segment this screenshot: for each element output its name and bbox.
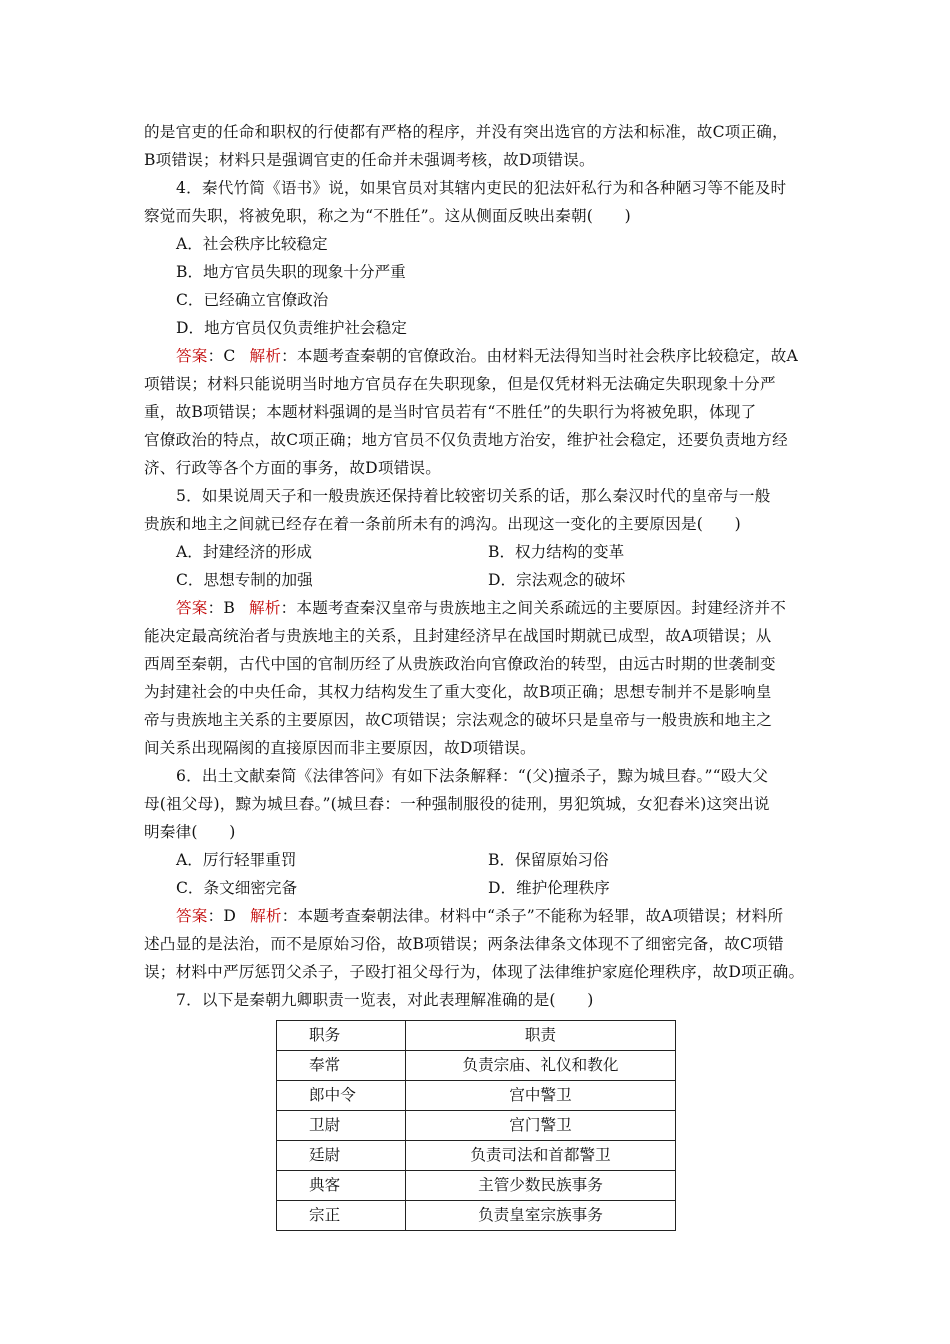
answer-analysis [144, 342, 816, 370]
duties-table [276, 1020, 676, 1231]
table-row [277, 1141, 676, 1171]
table-cell: 奉常 [277, 1051, 406, 1081]
analysis-text: ：本题考查秦汉皇帝与贵族地主之间关系疏远的主要原因。封建经济并不 [280, 599, 787, 617]
table-cell: 主管少数民族事务 [406, 1171, 676, 1201]
answer-value: ：D [207, 907, 237, 925]
analysis-line: 济、行政等各个方面的事务，故D项错误。 [144, 459, 441, 477]
analysis-text: ：本题考查秦朝的官僚政治。由材料无法得知当时社会秩序比较稳定，故A [281, 347, 798, 365]
analysis-line: 为封建社会的中央任命，其权力结构发生了重大变化，故B项正确；思想专制并不是影响皇 [144, 683, 772, 701]
analysis-line: 误；材料中严厉惩罚父杀子，子殴打祖父母行为，体现了法律维护家庭伦理秩序，故D项正确。 [144, 963, 805, 981]
option-b: B．地方官员失职的现象十分严重 [176, 263, 406, 281]
question-stem: 6．出土文献秦简《法律答问》有如下法条解释：“(父)擅杀子，黥为城旦舂。”“殴大父 [176, 767, 769, 785]
question-4 [144, 174, 816, 482]
answer-label: 答案 [176, 907, 208, 925]
intro-line: 的是官吏的任命和职权的行使都有严格的程序，并没有突出选官的方法和标准，故C项正确， [144, 123, 788, 141]
table-cell: 宫门警卫 [406, 1111, 676, 1141]
option-d: D．维护伦理秩序 [488, 879, 610, 897]
answer-label: 答案 [176, 599, 208, 617]
option-d: D．宗法观念的破坏 [488, 571, 626, 589]
question-stem: 察觉而失职，将被免职，称之为“不胜任”。这从侧面反映出秦朝( ) [144, 207, 631, 225]
options-row [176, 874, 816, 902]
analysis-label: 解析 [250, 907, 282, 925]
table-cell: 宫中警卫 [406, 1081, 676, 1111]
table-row [277, 1081, 676, 1111]
table-header-row [277, 1021, 676, 1051]
table-cell: 负责宗庙、礼仪和教化 [406, 1051, 676, 1081]
table-cell: 宗正 [277, 1201, 406, 1231]
table-row [277, 1201, 676, 1231]
table-cell: 廷尉 [277, 1141, 406, 1171]
analysis-line: 项错误；材料只能说明当时地方官员存在失职现象，但是仅凭材料无法确定失职现象十分严 [144, 375, 776, 393]
option-b: B．保留原始习俗 [488, 851, 609, 869]
table-cell: 负责司法和首都警卫 [406, 1141, 676, 1171]
table-header-cell: 职责 [406, 1021, 676, 1051]
option-c: C．思想专制的加强 [176, 571, 313, 589]
analysis-line: 间关系出现隔阂的直接原因而非主要原因，故D项错误。 [144, 739, 536, 757]
table-cell: 郎中令 [277, 1081, 406, 1111]
option-c: C．条文细密完备 [176, 879, 298, 897]
question-5 [144, 482, 816, 762]
document-page [144, 118, 816, 1231]
table-row [277, 1051, 676, 1081]
answer-label: 答案 [176, 347, 208, 365]
question-stem: 母(祖父母)，黥为城旦舂。”(城旦舂：一种强制服役的徒刑，男犯筑城，女犯舂米)这突出说 [144, 795, 770, 813]
table-header-cell: 职务 [277, 1021, 406, 1051]
analysis-line: 述凸显的是法治，而不是原始习俗，故B项错误；两条法律条文体现不了细密完备，故C项错 [144, 935, 784, 953]
answer-value: ：C [207, 347, 236, 365]
answer-analysis [144, 594, 816, 622]
analysis-line: 西周至秦朝，古代中国的官制历经了从贵族政治向官僚政治的转型，由远古时期的世袭制变 [144, 655, 776, 673]
table-cell: 典客 [277, 1171, 406, 1201]
options-row [176, 538, 816, 566]
table-cell: 负责皇室宗族事务 [406, 1201, 676, 1231]
table-row [277, 1171, 676, 1201]
answer-value: ：B [207, 599, 236, 617]
option-a: A．厉行轻罪重罚 [176, 851, 297, 869]
analysis-label: 解析 [249, 599, 281, 617]
table-cell: 卫尉 [277, 1111, 406, 1141]
question-stem: 7．以下是秦朝九卿职责一览表，对此表理解准确的是( ) [176, 991, 594, 1009]
analysis-line: 重，故B项错误；本题材料强调的是当时官员若有“不胜任”的失职行为将被免职，体现了 [144, 403, 757, 421]
option-b: B．权力结构的变革 [488, 543, 625, 561]
table-row [277, 1111, 676, 1141]
analysis-label: 解析 [249, 347, 282, 365]
analysis-text: ：本题考查秦朝法律。材料中“杀子”不能称为轻罪，故A项错误；材料所 [281, 907, 784, 925]
question-6 [144, 762, 816, 986]
options-row [176, 566, 816, 594]
options-row [176, 846, 816, 874]
option-a: A．封建经济的形成 [176, 543, 313, 561]
option-c: C．已经确立官僚政治 [176, 291, 329, 309]
question-stem: 4．秦代竹简《语书》说，如果官员对其辖内吏民的犯法奸私行为和各种陋习等不能及时 [176, 179, 787, 197]
intro-line: B项错误；材料只是强调官吏的任命并未强调考核，故D项错误。 [144, 151, 595, 169]
option-a: A．社会秩序比较稳定 [176, 235, 328, 253]
question-stem: 5．如果说周天子和一般贵族还保持着比较密切关系的话，那么秦汉时代的皇帝与一般 [176, 487, 771, 505]
question-stem: 贵族和地主之间就已经存在着一条前所未有的鸿沟。出现这一变化的主要原因是( ) [144, 515, 741, 533]
analysis-line: 帝与贵族地主关系的主要原因，故C项错误；宗法观念的破坏只是皇帝与一般贵族和地主之 [144, 711, 773, 729]
question-stem: 明秦律( ) [144, 823, 236, 841]
analysis-line: 能决定最高统治者与贵族地主的关系，且封建经济早在战国时期就已成型，故A项错误；从 [144, 627, 772, 645]
option-d: D．地方官员仅负责维护社会稳定 [176, 319, 407, 337]
answer-analysis [144, 902, 816, 930]
question-7 [144, 986, 816, 1231]
analysis-line: 官僚政治的特点，故C项正确；地方官员不仅负责地方治安，维护社会稳定，还要负责地方经 [144, 431, 788, 449]
